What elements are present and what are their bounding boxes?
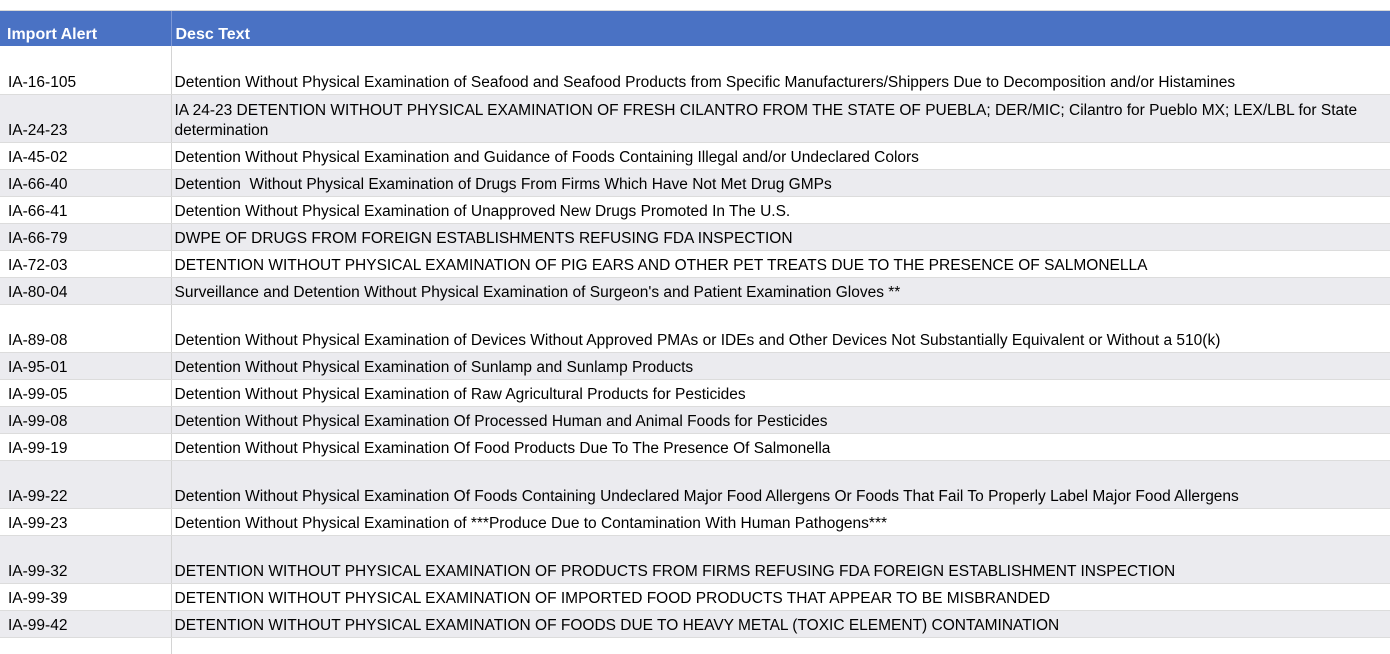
- header-row: [0, 11, 1390, 46]
- desc-cell[interactable]: IA 24-23 DETENTION WITHOUT PHYSICAL EXAMINATION OF FRESH CILANTRO FROM THE STATE OF PUEBLA; DER/MIC; Cilantro for Pueblo MX; LEX/LBL for State determination: [171, 94, 1390, 142]
- desc-cell[interactable]: Detention Without Physical Examination of Drugs From Firms Which Have Not Met Drug GMPs: [171, 169, 1390, 196]
- alert-cell[interactable]: IA-99-32: [0, 535, 171, 583]
- table-row: [0, 352, 1390, 379]
- table-row-empty: [0, 637, 1390, 654]
- table-row: [0, 223, 1390, 250]
- alert-cell[interactable]: IA-80-04: [0, 277, 171, 304]
- desc-cell[interactable]: DETENTION WITHOUT PHYSICAL EXAMINATION OF PRODUCTS FROM FIRMS REFUSING FDA FOREIGN ESTABLISHMENT INSPECTION: [171, 535, 1390, 583]
- empty-cell[interactable]: [0, 637, 171, 654]
- table-row: [0, 535, 1390, 583]
- table-row: [0, 169, 1390, 196]
- alert-cell[interactable]: IA-16-105: [0, 46, 171, 94]
- desc-cell[interactable]: Detention Without Physical Examination and Guidance of Foods Containing Illegal and/or Undeclared Colors: [171, 142, 1390, 169]
- desc-cell[interactable]: DETENTION WITHOUT PHYSICAL EXAMINATION OF IMPORTED FOOD PRODUCTS THAT APPEAR TO BE MISBRANDED: [171, 583, 1390, 610]
- alert-cell[interactable]: IA-99-39: [0, 583, 171, 610]
- table-row: [0, 46, 1390, 94]
- table-row: [0, 94, 1390, 142]
- desc-cell[interactable]: Detention Without Physical Examination of Devices Without Approved PMAs or IDEs and Other Devices Not Substantially Equivalent or Without a 510(k): [171, 304, 1390, 352]
- table-row: [0, 433, 1390, 460]
- alert-cell[interactable]: IA-99-19: [0, 433, 171, 460]
- desc-cell[interactable]: DETENTION WITHOUT PHYSICAL EXAMINATION OF PIG EARS AND OTHER PET TREATS DUE TO THE PRESENCE OF SALMONELLA: [171, 250, 1390, 277]
- table-row: [0, 406, 1390, 433]
- table-row: [0, 277, 1390, 304]
- alert-cell[interactable]: IA-66-40: [0, 169, 171, 196]
- table-row: [0, 196, 1390, 223]
- alert-cell[interactable]: IA-99-05: [0, 379, 171, 406]
- table-row: [0, 379, 1390, 406]
- alert-cell[interactable]: IA-72-03: [0, 250, 171, 277]
- desc-cell[interactable]: Surveillance and Detention Without Physical Examination of Surgeon's and Patient Examination Gloves **: [171, 277, 1390, 304]
- alert-cell[interactable]: IA-66-79: [0, 223, 171, 250]
- desc-cell[interactable]: Detention Without Physical Examination of Unapproved New Drugs Promoted In The U.S.: [171, 196, 1390, 223]
- desc-cell[interactable]: Detention Without Physical Examination Of Foods Containing Undeclared Major Food Allergens Or Foods That Fail To Properly Label Major Food Allergens: [171, 460, 1390, 508]
- desc-cell[interactable]: DWPE OF DRUGS FROM FOREIGN ESTABLISHMENTS REFUSING FDA INSPECTION: [171, 223, 1390, 250]
- alert-cell[interactable]: IA-45-02: [0, 142, 171, 169]
- sheet-top-strip: [0, 0, 1390, 11]
- alert-cell[interactable]: IA-99-22: [0, 460, 171, 508]
- desc-cell[interactable]: Detention Without Physical Examination of Seafood and Seafood Products from Specific Manufacturers/Shippers Due to Decomposition and/or Histamines: [171, 46, 1390, 94]
- table-row: [0, 250, 1390, 277]
- desc-cell[interactable]: DETENTION WITHOUT PHYSICAL EXAMINATION OF FOODS DUE TO HEAVY METAL (TOXIC ELEMENT) CONTAMINATION: [171, 610, 1390, 637]
- desc-cell[interactable]: Detention Without Physical Examination Of Food Products Due To The Presence Of Salmonella: [171, 433, 1390, 460]
- desc-cell[interactable]: Detention Without Physical Examination Of Processed Human and Animal Foods for Pesticides: [171, 406, 1390, 433]
- header-cell-import-alert[interactable]: Import Alert: [0, 11, 171, 46]
- alert-cell[interactable]: IA-24-23: [0, 94, 171, 142]
- table-row: [0, 583, 1390, 610]
- empty-cell[interactable]: [171, 637, 1390, 654]
- alert-cell[interactable]: IA-66-41: [0, 196, 171, 223]
- table-row: [0, 610, 1390, 637]
- desc-cell[interactable]: Detention Without Physical Examination of Raw Agricultural Products for Pesticides: [171, 379, 1390, 406]
- desc-cell[interactable]: Detention Without Physical Examination of ***Produce Due to Contamination With Human Pathogens***: [171, 508, 1390, 535]
- alert-cell[interactable]: IA-99-08: [0, 406, 171, 433]
- alert-cell[interactable]: IA-99-42: [0, 610, 171, 637]
- alert-cell[interactable]: IA-99-23: [0, 508, 171, 535]
- table-row: [0, 508, 1390, 535]
- import-alert-table: [0, 11, 1390, 654]
- table-row: [0, 460, 1390, 508]
- table-row: [0, 304, 1390, 352]
- alert-cell[interactable]: IA-95-01: [0, 352, 171, 379]
- header-cell-desc-text[interactable]: Desc Text: [171, 11, 1390, 46]
- table-row: [0, 142, 1390, 169]
- desc-cell[interactable]: Detention Without Physical Examination of Sunlamp and Sunlamp Products: [171, 352, 1390, 379]
- alert-cell[interactable]: IA-89-08: [0, 304, 171, 352]
